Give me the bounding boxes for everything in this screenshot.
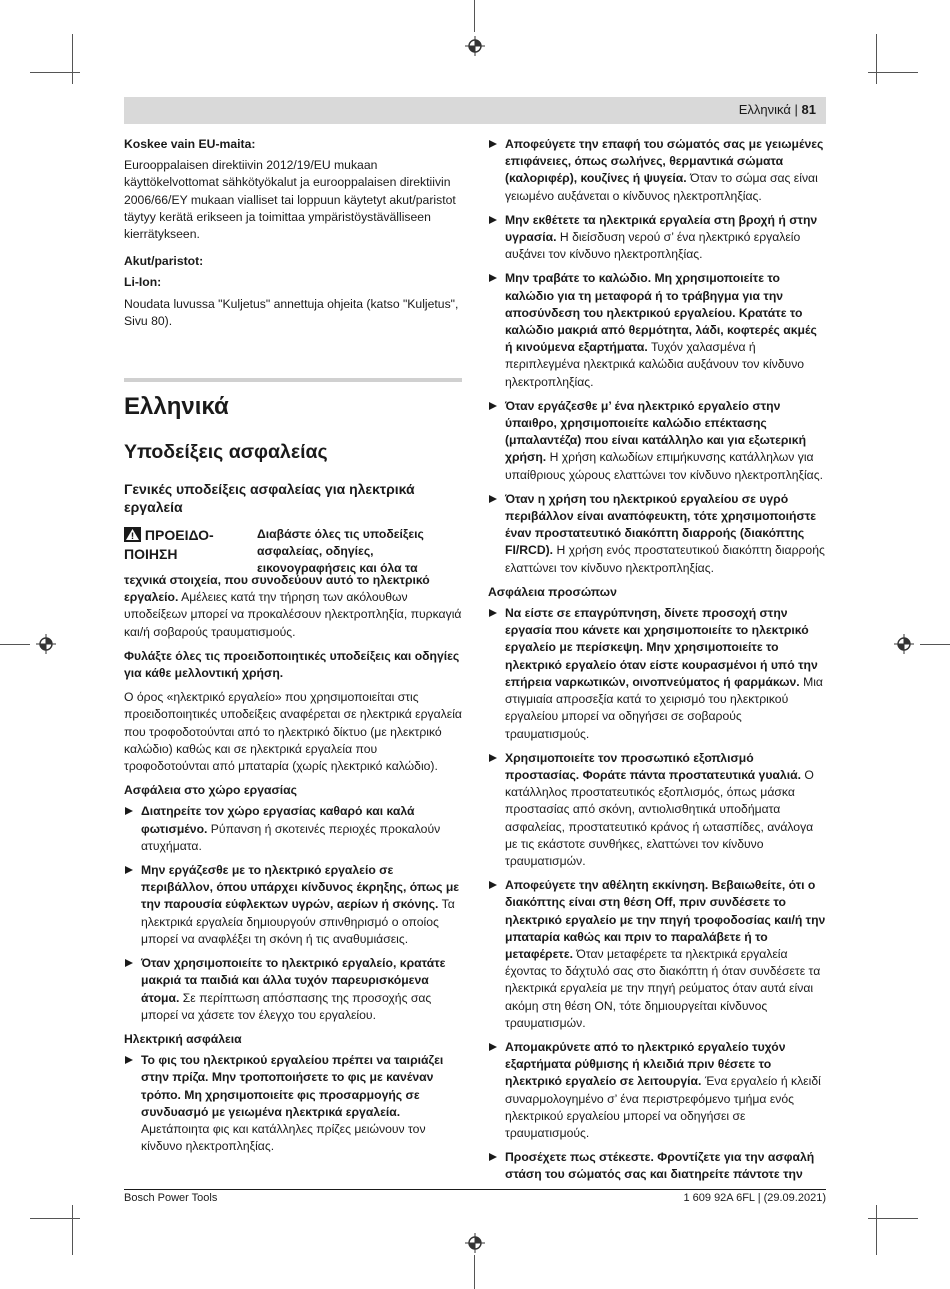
list-item bbox=[488, 1039, 826, 1142]
bullet-triangle-icon bbox=[489, 1043, 497, 1051]
item-text: Όταν μεταφέρετε τα ηλεκτρικά εργαλεία έχοντας το δάχτυλό σας στο διακόπτη ή όταν συνδέσετε τα ηλεκτρικά εργαλεία με την πηγή ρεύματος όταν αυτά είναι ακόμη στη θέση ON, τότε δημιουργείται κίνδυνος τραυματισμών. bbox=[505, 946, 821, 1030]
bullet-triangle-icon bbox=[125, 1056, 133, 1064]
bullet-triangle-icon bbox=[489, 274, 497, 282]
warning-block bbox=[124, 526, 462, 576]
bullet-triangle-icon bbox=[489, 609, 497, 617]
item-bold: Το φις του ηλεκτρικού εργαλείου πρέπει να ταιριάζει στην πρίζα. Μην τροποποιήσετε το φις με κανέναν τρόπο. Μη χρησιμοποιείτε φις προσαρμογής σε συνδυασμό με γειωμένα ηλεκτρικά εργαλεία. bbox=[141, 1053, 444, 1119]
bullet-triangle-icon bbox=[489, 140, 497, 148]
registration-mark-icon bbox=[36, 634, 56, 654]
crop-mark bbox=[474, 1255, 475, 1289]
crop-mark bbox=[0, 644, 30, 645]
eu-heading: Koskee vain EU-maita: bbox=[124, 137, 256, 151]
item-text: Μια στιγμιαία απροσεξία κατά το χειρισμό του ηλεκτρικού εργαλείου μπορεί να οδηγήσει σε σοβαρούς τραυματισμούς. bbox=[505, 674, 823, 741]
warning-label-text: ΠΡΟΕΙΔΟ-ΠΟΙΗΣΗ bbox=[124, 527, 214, 563]
footer-publisher: Bosch Power Tools bbox=[124, 1192, 218, 1204]
bullet-triangle-icon bbox=[125, 807, 133, 815]
personal-heading: Ασφάλεια προσώπων bbox=[488, 584, 617, 599]
crop-mark bbox=[72, 34, 73, 84]
item-text: Αμετάποιητα φις και κατάλληλες πρίζες μειώνουν τον κίνδυνο ηλεκτροπληξίας. bbox=[141, 1121, 426, 1154]
crop-mark bbox=[72, 1205, 73, 1255]
item-bold: Προσέχετε πως στέκεστε. Φροντίζετε για την ασφαλή στάση του σώματός σας και διατηρείτε πάντοτε την bbox=[505, 1150, 815, 1182]
list-item bbox=[488, 136, 826, 205]
item-text: Ρύπανση ή σκοτεινές περιοχές προκαλούν ατυχήματα. bbox=[141, 821, 441, 853]
warning-side-text: Διαβάστε όλες τις υποδείξεις ασφαλείας, οδηγίες, εικονογραφήσεις και όλα τα bbox=[257, 527, 424, 576]
item-text: Ο κατάλληλος προστατευτικός εξοπλισμός, όπως μάσκα προστασίας από σκόνη, αντιολισθητικά υποδήματα ασφαλείας, προστατευτικό κράνος ή ωτασπίδες, ανάλογα με τις εκάστοτε συνθήκες, ελαττώνει τον κίνδυνο τραυματισμών. bbox=[505, 767, 814, 868]
list-item bbox=[124, 803, 462, 855]
bullet-triangle-icon bbox=[125, 959, 133, 967]
liion-text: Noudata luvussa "Kuljetus" annettuja ohjeita (katso "Kuljetus", Sivu 80). bbox=[124, 296, 459, 328]
item-text: Τυχόν χαλασμένα ή περιπλεγμένα ηλεκτρικά καλώδια αυξάνουν τον κίνδυνο ηλεκτροπληξίας. bbox=[505, 340, 805, 389]
warning-triangle-icon bbox=[124, 527, 141, 542]
crop-mark bbox=[474, 0, 475, 32]
list-item bbox=[488, 877, 826, 1032]
warning-label bbox=[124, 526, 244, 564]
registration-mark-icon bbox=[894, 634, 914, 654]
bullet-triangle-icon bbox=[489, 402, 497, 410]
footer-doc-code: 1 609 92A 6FL | (29.09.2021) bbox=[683, 1192, 826, 1204]
header-language: Ελληνικά bbox=[738, 102, 791, 117]
bullet-triangle-icon bbox=[489, 216, 497, 224]
registration-mark-icon bbox=[465, 36, 485, 56]
crop-mark bbox=[876, 34, 877, 84]
item-bold: Απομακρύνετε από το ηλεκτρικό εργαλείο τυχόν εξαρτήματα ρύθμισης ή κλειδιά πριν θέσετε το ηλεκτρικό εργαλείο σε λειτουργία. bbox=[505, 1039, 786, 1089]
section-title: Ελληνικά bbox=[124, 393, 229, 421]
header-separator: | bbox=[794, 102, 798, 117]
general-title: Γενικές υποδείξεις ασφαλείας για ηλεκτρικά εργαλεία bbox=[124, 481, 415, 516]
left-column bbox=[124, 136, 462, 1162]
item-text: Η χρήση ενός προστατευτικού διακόπτη διαρροής ελαττώνει τον κίνδυνο ηλεκτροπληξίας. bbox=[505, 543, 825, 575]
item-bold: Μην εκθέτετε τα ηλεκτρικά εργαλεία στη βροχή ή στην υγρασία. bbox=[505, 212, 818, 245]
bullet-triangle-icon bbox=[489, 1153, 497, 1161]
safety-title: Υποδείξεις ασφαλείας bbox=[124, 441, 328, 464]
page-number: 81 bbox=[801, 102, 816, 117]
eu-text: Eurooppalaisen direktiivin 2012/19/EU mukaan käyttökelvottomat sähkötyökalut ja eurooppalaisen direktiivin 2006/66/EY mukaan vialliset tai loppuun käytetyt akut/paristot täytyy kerätä erikseen ja toimittaa ympäristöystävälliseen kierrätykseen. bbox=[124, 158, 456, 242]
crop-mark bbox=[30, 72, 80, 73]
crop-mark bbox=[876, 1205, 877, 1255]
item-text: Όταν το σώμα σας είναι γειωμένο αυξάνεται ο κίνδυνος ηλεκτροπληξίας. bbox=[505, 171, 818, 203]
bullet-triangle-icon bbox=[125, 866, 133, 874]
list-item bbox=[488, 1149, 826, 1183]
item-bold: Χρησιμοποιείτε τον προσωπικό εξοπλισμό προστασίας. Φοράτε πάντα προστατευτικά γυαλιά. bbox=[505, 750, 801, 782]
item-bold: Μην εργάζεσθε με το ηλεκτρικό εργαλείο σε περιβάλλον, όπου υπάρχει κίνδυνος έκρηξης, όπως με την παρουσία εύφλεκτων υγρών, αερίων ή σκόνης. bbox=[141, 863, 460, 912]
item-text: Τα ηλεκτρικά εργαλεία δημιουργούν σπινθηρισμό ο οποίος μπορεί να αναφλέξει τη σκόνη ή τις αναθυμιάσεις. bbox=[141, 897, 455, 946]
right-column bbox=[488, 136, 826, 1191]
item-bold: Να είστε σε επαγρύπνηση, δίνετε προσοχή στην εργασία που κάνετε και χρησιμοποιείτε το ηλεκτρικό εργαλείο με περίσκεψη. Μην χρησιμοποιείτε το ηλεκτρικό εργαλείο όταν είστε κουρασμένοι ή υπό την επήρεια ναρκωτικών, οινοπνεύματος ή φαρμάκων. bbox=[505, 606, 818, 689]
item-bold: Όταν χρησιμοποιείτε το ηλεκτρικό εργαλείο, κρατάτε μακριά τα παιδιά και άλλα τυχόν παρευρισκόμενα άτομα. bbox=[141, 956, 446, 1005]
footer-rule bbox=[124, 1189, 826, 1190]
battery-heading: Akut/paristot: bbox=[124, 254, 204, 269]
item-bold: Διατηρείτε τον χώρο εργασίας καθαρό και καλά φωτισμένο. bbox=[141, 804, 415, 836]
liion-heading: Li-Ion: bbox=[124, 275, 162, 290]
page-header bbox=[124, 97, 826, 124]
warning-paragraph bbox=[124, 572, 462, 641]
list-item bbox=[124, 955, 462, 1024]
item-bold: Όταν εργάζεσθε μ’ ένα ηλεκτρικό εργαλείο στην ύπαιθρο, χρησιμοποιείτε καλώδιο επέκτασης (μπαλαντέζα) που είναι κατάλληλο και για εξωτερική χρήση. bbox=[505, 398, 807, 465]
bullet-triangle-icon bbox=[489, 495, 497, 503]
bullet-triangle-icon bbox=[489, 881, 497, 889]
item-text: Ένα εργαλείο ή κλειδί συναρμολογημένο σ’ ένα περιστρεφόμενο τμήμα ενός ηλεκτρικού εργαλείου μπορεί να οδηγήσει σε τραυματισμούς. bbox=[505, 1074, 821, 1140]
item-text: Η χρήση καλωδίων επιμήκυνσης κατάλληλων για υπαίθριους χώρους ελαττώνει τον κίνδυνο ηλεκτροπληξίας. bbox=[505, 450, 823, 482]
warning-bold: τεχνικά στοιχεία, που συνοδεύουν αυτό το ηλεκτρικό εργαλείο. bbox=[124, 573, 430, 605]
crop-mark bbox=[868, 72, 918, 73]
section-divider bbox=[124, 378, 462, 382]
warning-text: Αμέλειες κατά την τήρηση των ακόλουθων υποδείξεων μπορεί να προκαλέσουν ηλεκτροπληξία, πυρκαγιά και/ή σοβαρούς τραυματισμούς. bbox=[124, 590, 462, 639]
header-text bbox=[739, 102, 816, 117]
item-bold: Αποφεύγετε την επαφή του σώματός σας με γειωμένες επιφάνειες, όπως σωλήνες, θερμαντικά σώματα (καλοριφέρ), κουζίνες ή ψυγεία. bbox=[505, 137, 824, 186]
list-item bbox=[488, 491, 826, 577]
item-bold: Όταν η χρήση του ηλεκτρικού εργαλείου σε υγρό περιβάλλον είναι αναπόφευκτη, τότε χρησιμοποιήστε έναν προστατευτικό διακόπτη διαρροής (διακόπτης FI/RCD). bbox=[505, 491, 817, 558]
item-bold: Μην τραβάτε το καλώδιο. Μη χρησιμοποιείτε το καλώδιο για τη μεταφορά ή το τράβηγμα για την αποσύνδεση του ηλεκτρικού εργαλείου. Κρατάτε το καλώδιο μακριά από θερμότητα, λάδι, κοφτερές ακμές ή κινούμενα εξαρτήματα. bbox=[505, 271, 817, 355]
list-item bbox=[488, 398, 826, 484]
electrical-heading: Ηλεκτρική ασφάλεια bbox=[124, 1031, 242, 1046]
item-text: Η διείσδυση νερού σ’ ένα ηλεκτρικό εργαλείο αυξάνει τον κίνδυνο ηλεκτροπληξίας. bbox=[505, 230, 801, 262]
workarea-heading: Ασφάλεια στο χώρο εργασίας bbox=[124, 783, 298, 798]
list-item bbox=[488, 212, 826, 264]
keep-instructions: Φυλάξτε όλες τις προειδοποιητικές υποδείξεις και οδηγίες για κάθε μελλοντική χρήση. bbox=[124, 648, 460, 681]
item-text: Σε περίπτωση απόσπασης της προσοχής σας μπορεί να χάσετε τον έλεγχο του εργαλείου. bbox=[141, 990, 432, 1022]
list-item bbox=[124, 862, 462, 948]
crop-mark bbox=[920, 644, 950, 645]
list-item bbox=[488, 605, 826, 743]
registration-mark-icon bbox=[465, 1233, 485, 1253]
item-bold: Αποφεύγετε την αθέλητη εκκίνηση. Βεβαιωθείτε, ότι ο διακόπτης είναι στη θέση Off, πριν συνδέσετε το ηλεκτρικό εργαλείο με την πηγή τροφοδοσίας και/ή την μπαταρία καθώς και πριν το παραλάβετε ή το μεταφέρετε. bbox=[505, 878, 826, 961]
list-item bbox=[488, 270, 826, 390]
term-text: Ο όρος «ηλεκτρικό εργαλείο» που χρησιμοποιείται στις προειδοποιητικές υποδείξεις αναφέρεται σε ηλεκτρικά εργαλεία που τροφοδοτούνται από το ηλεκτρικό δίκτυο (με ηλεκτρικό καλώδιο) καθώς και σε ηλεκτρικά εργαλεία που τροφοδοτούνται από μπαταρία (χωρίς ηλεκτρικό καλώδιο). bbox=[124, 690, 462, 774]
bullet-triangle-icon bbox=[489, 754, 497, 762]
list-item bbox=[124, 1052, 462, 1155]
list-item bbox=[488, 750, 826, 870]
